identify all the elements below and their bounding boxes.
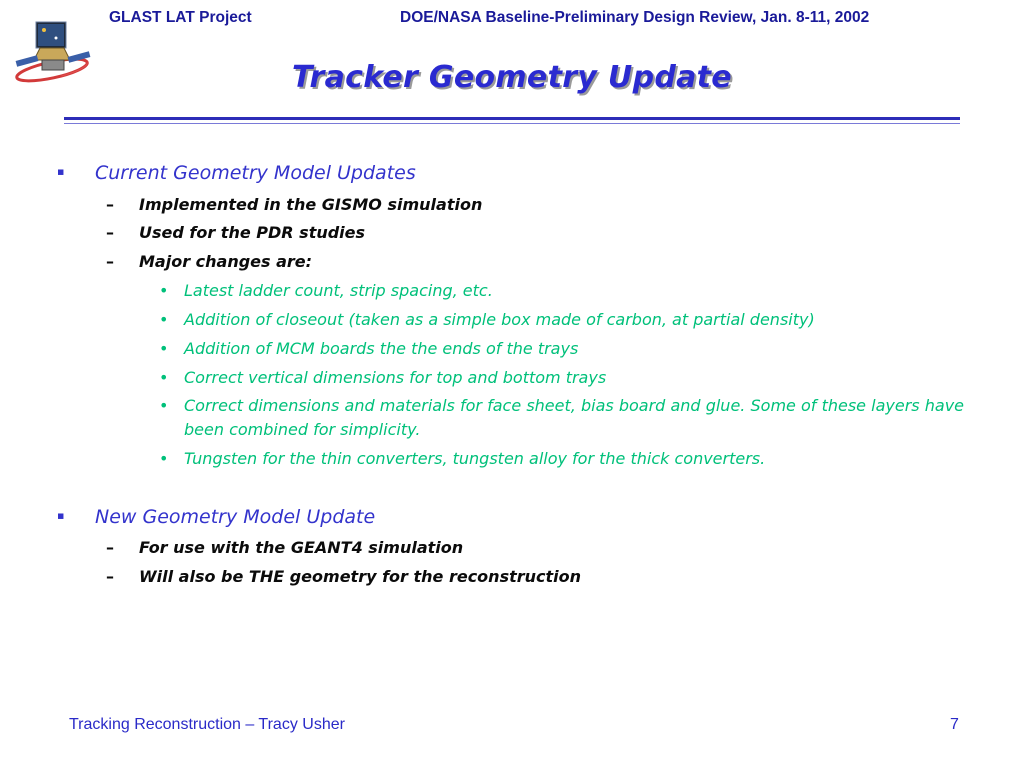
dot-bullet-icon: •	[159, 449, 169, 468]
dash-bullet-icon: –	[106, 223, 114, 242]
sub-list-item: • Correct dimensions and materials for face sheet, bias board and glue. Some of these layers have been combined for simplicity.	[159, 396, 964, 439]
sub-list-item: • Correct vertical dimensions for top and bottom trays	[184, 366, 964, 390]
list-item: – Major changes are:	[106, 252, 313, 271]
dot-bullet-icon: •	[159, 281, 169, 300]
list-item: – Will also be THE geometry for the reconstruction	[106, 567, 582, 586]
section-heading-new: ▪ New Geometry Model Update	[57, 506, 376, 528]
list-item: – For use with the GEANT4 simulation	[106, 538, 464, 557]
dot-bullet-icon: •	[159, 396, 169, 415]
square-bullet-icon: ▪	[57, 165, 65, 178]
header-review: DOE/NASA Baseline-Preliminary Design Review, Jan. 8-11, 2002	[400, 9, 870, 26]
page-number: 7	[950, 716, 959, 733]
sub-list-item: • Tungsten for the thin converters, tungsten alloy for the thick converters.	[184, 447, 964, 471]
dash-bullet-icon: –	[106, 567, 114, 586]
sub-list-item: • Addition of MCM boards the the ends of the trays	[184, 337, 964, 361]
sub-list-item: • Addition of closeout (taken as a simple box made of carbon, at partial density)	[184, 308, 964, 332]
title-rule-thick	[64, 117, 960, 120]
footer-author: Tracking Reconstruction – Tracy Usher	[69, 716, 345, 733]
dash-bullet-icon: –	[106, 252, 114, 271]
slide-title: Tracker Geometry Update	[292, 60, 732, 95]
dot-bullet-icon: •	[159, 339, 169, 358]
dot-bullet-icon: •	[159, 368, 169, 387]
section-heading-current: ▪ Current Geometry Model Updates	[57, 162, 416, 184]
dot-bullet-icon: •	[159, 310, 169, 329]
list-item: – Implemented in the GISMO simulation	[106, 195, 483, 214]
list-item: – Used for the PDR studies	[106, 223, 366, 242]
sub-list-item: • Latest ladder count, strip spacing, etc.	[184, 279, 964, 303]
title-rule-thin	[64, 123, 960, 124]
square-bullet-icon: ▪	[57, 509, 65, 522]
dash-bullet-icon: –	[106, 538, 114, 557]
dash-bullet-icon: –	[106, 195, 114, 214]
header-project: GLAST LAT Project	[109, 9, 252, 26]
